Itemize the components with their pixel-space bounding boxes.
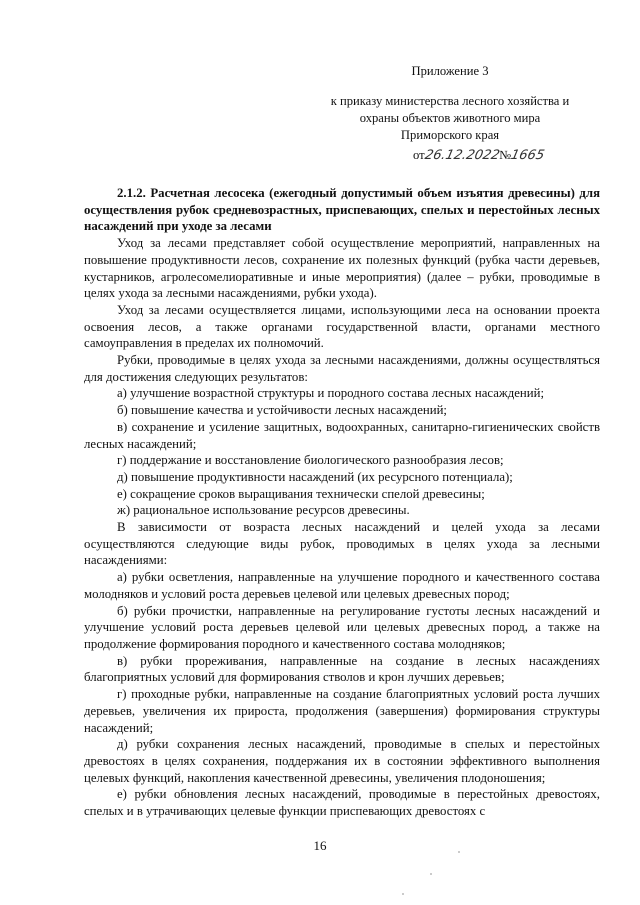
appendix-order-line-1: к приказу министерства лесного хозяйства и <box>330 94 570 108</box>
order-date-number <box>413 147 544 164</box>
appendix-title: Приложение 3 <box>411 64 489 78</box>
appendix-order-line-2: охраны объектов животного мира <box>359 111 541 125</box>
scan-speck <box>430 873 432 875</box>
list-item: в) сохранение и усиление защитных, водоохранных, санитарно-гигиенических свойств лесных насаждений; <box>84 419 600 451</box>
list-item: б) рубки прочистки, направленные на регулирование густоты лесных насаждений и улучшение условий роста деревьев целевой или целевых древесных пород, а также на продолжение формирования породного и качественного состава молодняков; <box>84 603 600 651</box>
list-item: г) проходные рубки, направленные на создание благоприятных условий роста лучших деревьев, увеличения их прироста, продолжения (завершения) формирования структуры насаждений; <box>84 687 600 735</box>
document-body <box>84 185 600 820</box>
scan-speck <box>458 851 460 853</box>
list-item: е) рубки обновления лесных насаждений, проводимые в перестойных древостоях, спелых и в утрачивающих целевые функции приспевающих древостоях с <box>84 787 600 819</box>
appendix-order-line-3: Приморского края <box>400 128 500 142</box>
list-item: г) поддержание и восстановление биологического разнообразия лесов; <box>117 453 504 468</box>
list-item: е) сокращение сроков выращивания технически спелой древесины; <box>117 486 485 501</box>
paragraph: Уход за лесами представляет собой осуществление мероприятий, направленных на повышение продуктивности лесов, сохранение их полезных функций (рубка части деревьев, кустарников, агролесомелиоративные и иные мероприятия) (далее – рубки, проводимые в целях ухода за лесными насаждениями, рубки ухода). <box>84 236 600 301</box>
list-item: ж) рациональное использование ресурсов древесины. <box>117 503 410 518</box>
section-heading: 2.1.2. Расчетная лесосека (ежегодный допустимый объем изъятия древесины) для осуществления рубок средневозрастных, приспевающих, спелых и перестойных лесных насаждений при уходе за лесами <box>84 186 600 234</box>
paragraph: Рубки, проводимые в целях ухода за лесными насаждениями, должны осуществляться для достижения следующих результатов: <box>84 353 600 384</box>
paragraph: Уход за лесами осуществляется лицами, использующими леса на основании проекта освоения лесов, а также органами государственной власти, органами местного самоуправления в пределах их полномочий. <box>84 302 600 351</box>
list-item: д) рубки сохранения лесных насаждений, проводимые в спелых и перестойных древостоях в целях сохранения, поддержания их в состоянии эффективного выполнения целевых функций, накопления качественной древесины, увеличения плодоношения; <box>84 737 600 785</box>
page-number: 16 <box>313 838 327 853</box>
order-prefix: от <box>413 148 425 162</box>
list-item: в) рубки прореживания, направленные на создание в лесных насаждениях благоприятных условий для формирования стволов и крон лучших деревьев; <box>84 653 600 685</box>
handwritten-order-date: 26.12.2022 <box>423 148 501 163</box>
paragraph: В зависимости от возраста лесных насаждений и целей ухода за лесами осуществляются следующие виды рубок, проводимых в целях ухода за лесными насаждениями: <box>84 520 600 568</box>
scan-speck <box>402 893 404 895</box>
list-item: д) повышение продуктивности насаждений (их ресурсного потенциала); <box>117 469 513 484</box>
list-item: а) рубки осветления, направленные на улучшение породного и качественного состава молодняков и условий роста деревьев целевой или целевых древесных пород; <box>84 570 600 601</box>
order-number-label: № <box>499 148 512 162</box>
list-item: б) повышение качества и устойчивости лесных насаждений; <box>117 403 447 418</box>
handwritten-order-number: 1665 <box>509 148 546 163</box>
list-item: а) улучшение возрастной структуры и породного состава лесных насаждений; <box>117 386 545 401</box>
